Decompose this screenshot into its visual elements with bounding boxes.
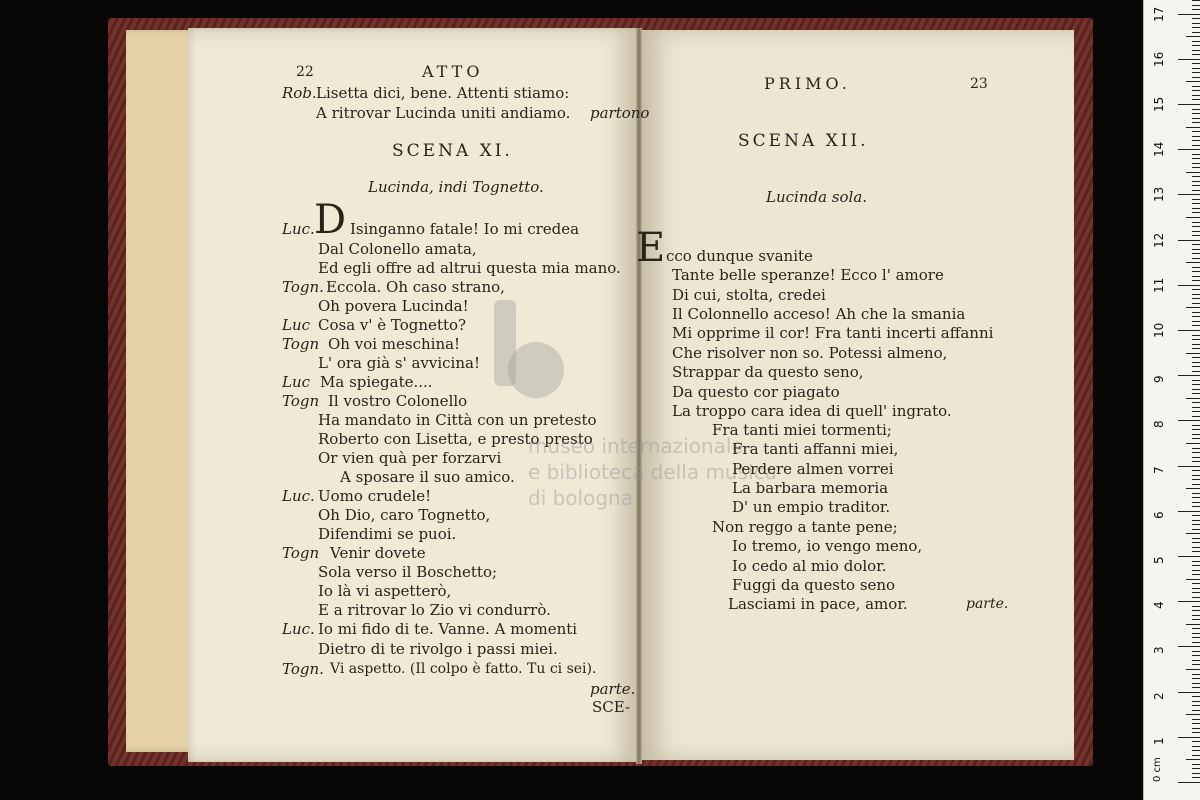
verse-line: Lasciami in pace, amor. bbox=[728, 595, 908, 613]
ruler-tick bbox=[1192, 651, 1200, 652]
ruler-tick bbox=[1186, 488, 1200, 489]
scene-title-left: SCENA XI. bbox=[392, 141, 513, 161]
verse-line: Da questo cor piagato bbox=[672, 383, 840, 401]
ruler-tick bbox=[1192, 203, 1200, 204]
ruler-tick bbox=[1178, 737, 1200, 738]
ruler-tick bbox=[1186, 624, 1200, 625]
ruler-tick bbox=[1192, 212, 1200, 213]
ruler-tick bbox=[1178, 601, 1200, 602]
ruler-tick bbox=[1186, 81, 1200, 82]
verse-line: Uomo crudele! bbox=[318, 487, 432, 505]
ruler-tick bbox=[1192, 371, 1200, 372]
verse-line: Isinganno fatale! Io mi credea bbox=[350, 220, 580, 238]
verse-line: Sola verso il Boschetto; bbox=[318, 563, 498, 581]
ruler-tick bbox=[1192, 235, 1200, 236]
ruler-tick bbox=[1192, 719, 1200, 720]
ruler-number: 2 bbox=[1152, 691, 1166, 700]
ruler-tick bbox=[1192, 63, 1200, 64]
ruler-tick bbox=[1192, 470, 1200, 471]
ruler-tick bbox=[1192, 750, 1200, 751]
ruler-tick bbox=[1192, 380, 1200, 381]
ruler-tick bbox=[1192, 339, 1200, 340]
verse-line: Oh voi meschina! bbox=[328, 335, 461, 353]
ruler-tick bbox=[1192, 705, 1200, 706]
verse-line: Venir dovete bbox=[330, 544, 426, 562]
ruler-tick bbox=[1192, 9, 1200, 10]
ruler-tick bbox=[1192, 678, 1200, 679]
ruler-tick bbox=[1192, 642, 1200, 643]
ruler-tick bbox=[1192, 764, 1200, 765]
verse-line: Ma spiegate.... bbox=[320, 373, 433, 391]
ruler-tick bbox=[1192, 321, 1200, 322]
ruler-tick bbox=[1192, 5, 1200, 6]
ruler-tick bbox=[1178, 285, 1200, 286]
ruler-tick bbox=[1178, 240, 1200, 241]
verse-line: D' un empio traditor. bbox=[732, 498, 891, 516]
ruler-tick bbox=[1192, 163, 1200, 164]
ruler-tick bbox=[1192, 723, 1200, 724]
ruler-number: 17 bbox=[1152, 6, 1166, 22]
ruler-tick bbox=[1192, 118, 1200, 119]
ruler-tick bbox=[1192, 271, 1200, 272]
ruler-tick bbox=[1192, 664, 1200, 665]
ruler-tick bbox=[1192, 199, 1200, 200]
ruler-tick bbox=[1192, 145, 1200, 146]
watermark-logo bbox=[480, 300, 570, 400]
ruler-tick bbox=[1192, 90, 1200, 91]
ruler-tick bbox=[1192, 140, 1200, 141]
ruler-tick bbox=[1192, 615, 1200, 616]
ruler-tick bbox=[1192, 416, 1200, 417]
ruler-tick bbox=[1178, 59, 1200, 60]
verse-line: Fuggi da questo seno bbox=[732, 576, 896, 594]
right-page-number: 23 bbox=[970, 76, 988, 92]
verse-line: Oh povera Lucinda! bbox=[318, 297, 469, 315]
ruler-tick bbox=[1178, 692, 1200, 693]
ruler-tick bbox=[1192, 565, 1200, 566]
scene-characters-right: Lucinda sola. bbox=[766, 188, 868, 206]
ruler-tick bbox=[1192, 226, 1200, 227]
ruler-tick bbox=[1192, 253, 1200, 254]
verse-line: Cosa v' è Tognetto? bbox=[318, 316, 467, 334]
ruler-tick bbox=[1186, 398, 1200, 399]
measuring-ruler bbox=[1143, 0, 1200, 800]
ruler-tick bbox=[1192, 741, 1200, 742]
ruler-tick bbox=[1192, 529, 1200, 530]
ruler-tick bbox=[1192, 710, 1200, 711]
ruler-tick bbox=[1192, 574, 1200, 575]
verse-line: Di cui, stolta, credei bbox=[672, 286, 826, 304]
verse-line: Ed egli offre ad altrui questa mia mano. bbox=[318, 259, 621, 277]
ruler-tick bbox=[1192, 438, 1200, 439]
ruler-tick bbox=[1192, 136, 1200, 137]
ruler-number: 7 bbox=[1152, 465, 1166, 474]
ruler-tick bbox=[1192, 384, 1200, 385]
ruler-tick bbox=[1192, 185, 1200, 186]
ruler-tick bbox=[1192, 77, 1200, 78]
verse-line: La troppo cara idea di quell' ingrato. bbox=[672, 402, 952, 420]
ruler-tick bbox=[1192, 619, 1200, 620]
ruler-tick bbox=[1192, 728, 1200, 729]
ruler-tick bbox=[1186, 172, 1200, 173]
ruler-tick bbox=[1192, 493, 1200, 494]
ruler-tick bbox=[1192, 701, 1200, 702]
ruler-number: 14 bbox=[1152, 141, 1166, 158]
ruler-tick bbox=[1192, 41, 1200, 42]
ruler-tick bbox=[1192, 448, 1200, 449]
ruler-tick bbox=[1192, 746, 1200, 747]
ruler-tick bbox=[1192, 520, 1200, 521]
verse-line: Perdere almen vorrei bbox=[732, 460, 894, 478]
ruler-tick bbox=[1192, 113, 1200, 114]
ruler-tick bbox=[1192, 181, 1200, 182]
ruler-tick bbox=[1178, 782, 1200, 783]
ruler-tick bbox=[1192, 222, 1200, 223]
ruler-tick bbox=[1192, 95, 1200, 96]
ruler-tick bbox=[1192, 777, 1200, 778]
ruler-tick bbox=[1186, 759, 1200, 760]
speaker: Luc. bbox=[282, 220, 315, 238]
ruler-tick bbox=[1192, 45, 1200, 46]
drop-initial-right: E bbox=[636, 225, 666, 271]
ruler-number: 9 bbox=[1152, 375, 1166, 384]
ruler-tick bbox=[1192, 479, 1200, 480]
ruler-number: 1 bbox=[1152, 737, 1166, 745]
ruler-tick bbox=[1178, 104, 1200, 105]
ruler-tick bbox=[1192, 484, 1200, 485]
ruler-tick bbox=[1192, 475, 1200, 476]
verse-line: E a ritrovar lo Zio vi condurrò. bbox=[318, 601, 551, 619]
ruler-tick bbox=[1192, 683, 1200, 684]
speaker: Togn. bbox=[282, 660, 324, 678]
ruler-tick bbox=[1192, 208, 1200, 209]
ruler-tick bbox=[1192, 312, 1200, 313]
ruler-tick bbox=[1192, 72, 1200, 73]
ruler-tick bbox=[1192, 176, 1200, 177]
ruler-tick bbox=[1186, 217, 1200, 218]
ruler-tick bbox=[1192, 298, 1200, 299]
ruler-tick bbox=[1186, 127, 1200, 128]
ruler-tick bbox=[1192, 32, 1200, 33]
verse-line: Tante belle speranze! Ecco l' amore bbox=[672, 266, 944, 284]
ruler-tick bbox=[1192, 773, 1200, 774]
ruler-tick bbox=[1192, 660, 1200, 661]
ruler-tick bbox=[1192, 294, 1200, 295]
ruler-tick bbox=[1192, 325, 1200, 326]
ruler-tick bbox=[1192, 547, 1200, 548]
ruler-tick bbox=[1178, 330, 1200, 331]
ruler-tick bbox=[1192, 497, 1200, 498]
verse-line: Il vostro Colonello bbox=[328, 392, 468, 410]
ruler-number: 12 bbox=[1152, 232, 1166, 248]
watermark-line-2: e biblioteca della musica bbox=[528, 460, 777, 484]
verse-line: Fra tanti miei tormenti; bbox=[712, 421, 892, 439]
left-page-number: 22 bbox=[296, 64, 314, 80]
speaker: Rob. bbox=[282, 84, 317, 102]
ruler-number: 13 bbox=[1152, 187, 1166, 203]
ruler-tick bbox=[1192, 538, 1200, 539]
verse-line: Oh Dio, caro Tognetto, bbox=[318, 506, 491, 524]
ruler-tick bbox=[1192, 18, 1200, 19]
ruler-tick bbox=[1192, 362, 1200, 363]
ruler-tick bbox=[1178, 194, 1200, 195]
catchword: SCE- bbox=[592, 698, 631, 716]
verse-line: Non reggo a tante pene; bbox=[712, 518, 898, 536]
ruler-tick bbox=[1192, 389, 1200, 390]
left-running-head: ATTO bbox=[422, 62, 484, 81]
ruler-tick bbox=[1192, 335, 1200, 336]
ruler-tick bbox=[1192, 461, 1200, 462]
ruler-tick bbox=[1192, 244, 1200, 245]
ruler-tick bbox=[1192, 23, 1200, 24]
ruler-tick bbox=[1192, 592, 1200, 593]
verse-line: Fra tanti affanni miei, bbox=[732, 440, 899, 458]
verse-line: Io cedo al mio dolor. bbox=[732, 557, 887, 575]
verse-line: Or vien quà per forzarvi bbox=[318, 449, 502, 467]
ruler-tick bbox=[1192, 158, 1200, 159]
ruler-number: 16 bbox=[1152, 51, 1166, 67]
ruler-tick bbox=[1192, 50, 1200, 51]
ruler-tick bbox=[1178, 646, 1200, 647]
ruler-tick bbox=[1192, 768, 1200, 769]
ruler-tick bbox=[1192, 344, 1200, 345]
ruler-tick bbox=[1192, 755, 1200, 756]
ruler-tick bbox=[1192, 457, 1200, 458]
ruler-tick bbox=[1192, 316, 1200, 317]
ruler-tick bbox=[1192, 131, 1200, 132]
ruler-tick bbox=[1186, 353, 1200, 354]
scene-title-right: SCENA XII. bbox=[738, 131, 869, 151]
ruler-tick bbox=[1192, 696, 1200, 697]
speaker: Luc. bbox=[282, 487, 315, 505]
ruler-number: 4 bbox=[1152, 601, 1166, 610]
ruler-tick bbox=[1186, 714, 1200, 715]
verse-line: Strappar da questo seno, bbox=[672, 363, 864, 381]
speaker: Togn bbox=[282, 335, 320, 353]
ruler-tick bbox=[1186, 669, 1200, 670]
verse-line: Il Colonnello acceso! Ah che la smania bbox=[672, 305, 966, 323]
ruler-tick bbox=[1192, 289, 1200, 290]
ruler-tick bbox=[1178, 420, 1200, 421]
ruler-tick bbox=[1192, 122, 1200, 123]
verse-line: Vi aspetto. (Il colpo è fatto. Tu ci sei). bbox=[330, 661, 597, 677]
ruler-tick bbox=[1178, 466, 1200, 467]
ruler-tick bbox=[1192, 231, 1200, 232]
ruler-tick bbox=[1192, 515, 1200, 516]
ruler-tick bbox=[1192, 637, 1200, 638]
verse-line: Difendimi se puoi. bbox=[318, 525, 457, 543]
book-gutter bbox=[636, 28, 642, 764]
ruler-tick bbox=[1192, 524, 1200, 525]
ruler-tick bbox=[1192, 687, 1200, 688]
ruler-tick bbox=[1192, 542, 1200, 543]
verse-line: A ritrovar Lucinda uniti andiamo. bbox=[316, 104, 571, 122]
ruler-tick bbox=[1192, 633, 1200, 634]
ruler-tick bbox=[1192, 258, 1200, 259]
ruler-tick bbox=[1192, 407, 1200, 408]
verse-line: cco dunque svanite bbox=[666, 247, 813, 265]
ruler-tick bbox=[1192, 606, 1200, 607]
ruler-tick bbox=[1186, 36, 1200, 37]
ruler-tick bbox=[1186, 262, 1200, 263]
ruler-tick bbox=[1192, 109, 1200, 110]
verse-line: Dal Colonello amata, bbox=[318, 240, 477, 258]
ruler-tick bbox=[1192, 27, 1200, 28]
speaker: Togn bbox=[282, 392, 320, 410]
speaker: Togn. bbox=[282, 278, 324, 296]
speaker: Luc bbox=[282, 316, 311, 334]
ruler-tick bbox=[1192, 628, 1200, 629]
ruler-number: 3 bbox=[1152, 646, 1166, 655]
verse-line: Eccola. Oh caso strano, bbox=[326, 278, 505, 296]
verse-line: La barbara memoria bbox=[732, 479, 889, 497]
ruler-tick bbox=[1192, 570, 1200, 571]
ruler-tick bbox=[1192, 402, 1200, 403]
ruler-tick bbox=[1192, 357, 1200, 358]
ruler-tick bbox=[1186, 579, 1200, 580]
ruler-tick bbox=[1192, 502, 1200, 503]
ruler-number: 10 bbox=[1152, 322, 1166, 338]
verse-line: Mi opprime il cor! Fra tanti incerti affanni bbox=[672, 324, 994, 342]
drop-initial: D bbox=[314, 197, 347, 243]
ruler-tick bbox=[1186, 533, 1200, 534]
ruler-tick bbox=[1192, 551, 1200, 552]
ruler-number: 15 bbox=[1152, 96, 1166, 112]
ruler-tick bbox=[1192, 249, 1200, 250]
exit-note-left: parte. bbox=[590, 680, 636, 698]
verse-line: Io mi fido di te. Vanne. A momenti bbox=[318, 620, 578, 638]
verse-line: Dietro di te rivolgo i passi miei. bbox=[318, 640, 558, 658]
ruler-tick bbox=[1192, 452, 1200, 453]
ruler-tick bbox=[1192, 610, 1200, 611]
ruler-number: 11 bbox=[1152, 277, 1166, 293]
verse-line: Roberto con Lisetta, e presto presto bbox=[318, 430, 593, 448]
ruler-tick bbox=[1192, 86, 1200, 87]
ruler-tick bbox=[1192, 267, 1200, 268]
ruler-tick bbox=[1192, 597, 1200, 598]
ruler-tick bbox=[1192, 190, 1200, 191]
scene-characters-left: Lucinda, indi Tognetto. bbox=[368, 178, 544, 196]
stage-direction: partono bbox=[590, 104, 650, 122]
watermark-line-1: museo internazionale bbox=[528, 434, 744, 458]
ruler-tick bbox=[1178, 511, 1200, 512]
ruler-tick bbox=[1192, 99, 1200, 100]
ruler-tick bbox=[1192, 434, 1200, 435]
ruler-tick bbox=[1178, 14, 1200, 15]
verse-line: Io là vi aspetterò, bbox=[318, 582, 452, 600]
ruler-tick bbox=[1192, 588, 1200, 589]
ruler-tick bbox=[1192, 348, 1200, 349]
speaker: Togn bbox=[282, 544, 320, 562]
ruler-tick bbox=[1192, 411, 1200, 412]
ruler-unit-label: 0 cm bbox=[1152, 757, 1163, 782]
ruler-tick bbox=[1186, 307, 1200, 308]
ruler-tick bbox=[1192, 0, 1200, 1]
right-running-head: PRIMO. bbox=[764, 74, 851, 93]
verse-line: Ha mandato in Città con un pretesto bbox=[318, 411, 597, 429]
ruler-tick bbox=[1192, 506, 1200, 507]
watermark-line-3: di bologna bbox=[528, 486, 633, 510]
ruler-tick bbox=[1178, 149, 1200, 150]
ruler-tick bbox=[1192, 393, 1200, 394]
ruler-tick bbox=[1186, 443, 1200, 444]
ruler-tick bbox=[1192, 68, 1200, 69]
ruler-tick bbox=[1192, 674, 1200, 675]
ruler-number: 5 bbox=[1152, 556, 1166, 564]
ruler-number: 6 bbox=[1152, 511, 1166, 519]
ruler-tick bbox=[1192, 303, 1200, 304]
verse-line: Lisetta dici, bene. Attenti stiamo: bbox=[316, 84, 570, 102]
ruler-tick bbox=[1192, 429, 1200, 430]
ruler-tick bbox=[1192, 425, 1200, 426]
ruler-tick bbox=[1192, 732, 1200, 733]
ruler-tick bbox=[1192, 276, 1200, 277]
exit-note-right: parte. bbox=[966, 596, 1009, 612]
ruler-number: 8 bbox=[1152, 420, 1166, 429]
ruler-tick bbox=[1178, 375, 1200, 376]
verse-line: A sposare il suo amico. bbox=[340, 468, 515, 486]
speaker: Luc bbox=[282, 373, 311, 391]
ruler-tick bbox=[1192, 167, 1200, 168]
speaker: Luc. bbox=[282, 620, 315, 638]
ruler-tick bbox=[1192, 54, 1200, 55]
verse-line: L' ora già s' avvicina! bbox=[318, 354, 480, 372]
ruler-tick bbox=[1192, 280, 1200, 281]
ruler-tick bbox=[1192, 366, 1200, 367]
ruler-tick bbox=[1192, 583, 1200, 584]
ruler-tick bbox=[1192, 154, 1200, 155]
ruler-tick bbox=[1192, 655, 1200, 656]
ruler-tick bbox=[1178, 556, 1200, 557]
ruler-tick bbox=[1192, 561, 1200, 562]
verse-line: Che risolver non so. Potessi almeno, bbox=[672, 344, 948, 362]
verse-line: Io tremo, io vengo meno, bbox=[732, 537, 923, 555]
